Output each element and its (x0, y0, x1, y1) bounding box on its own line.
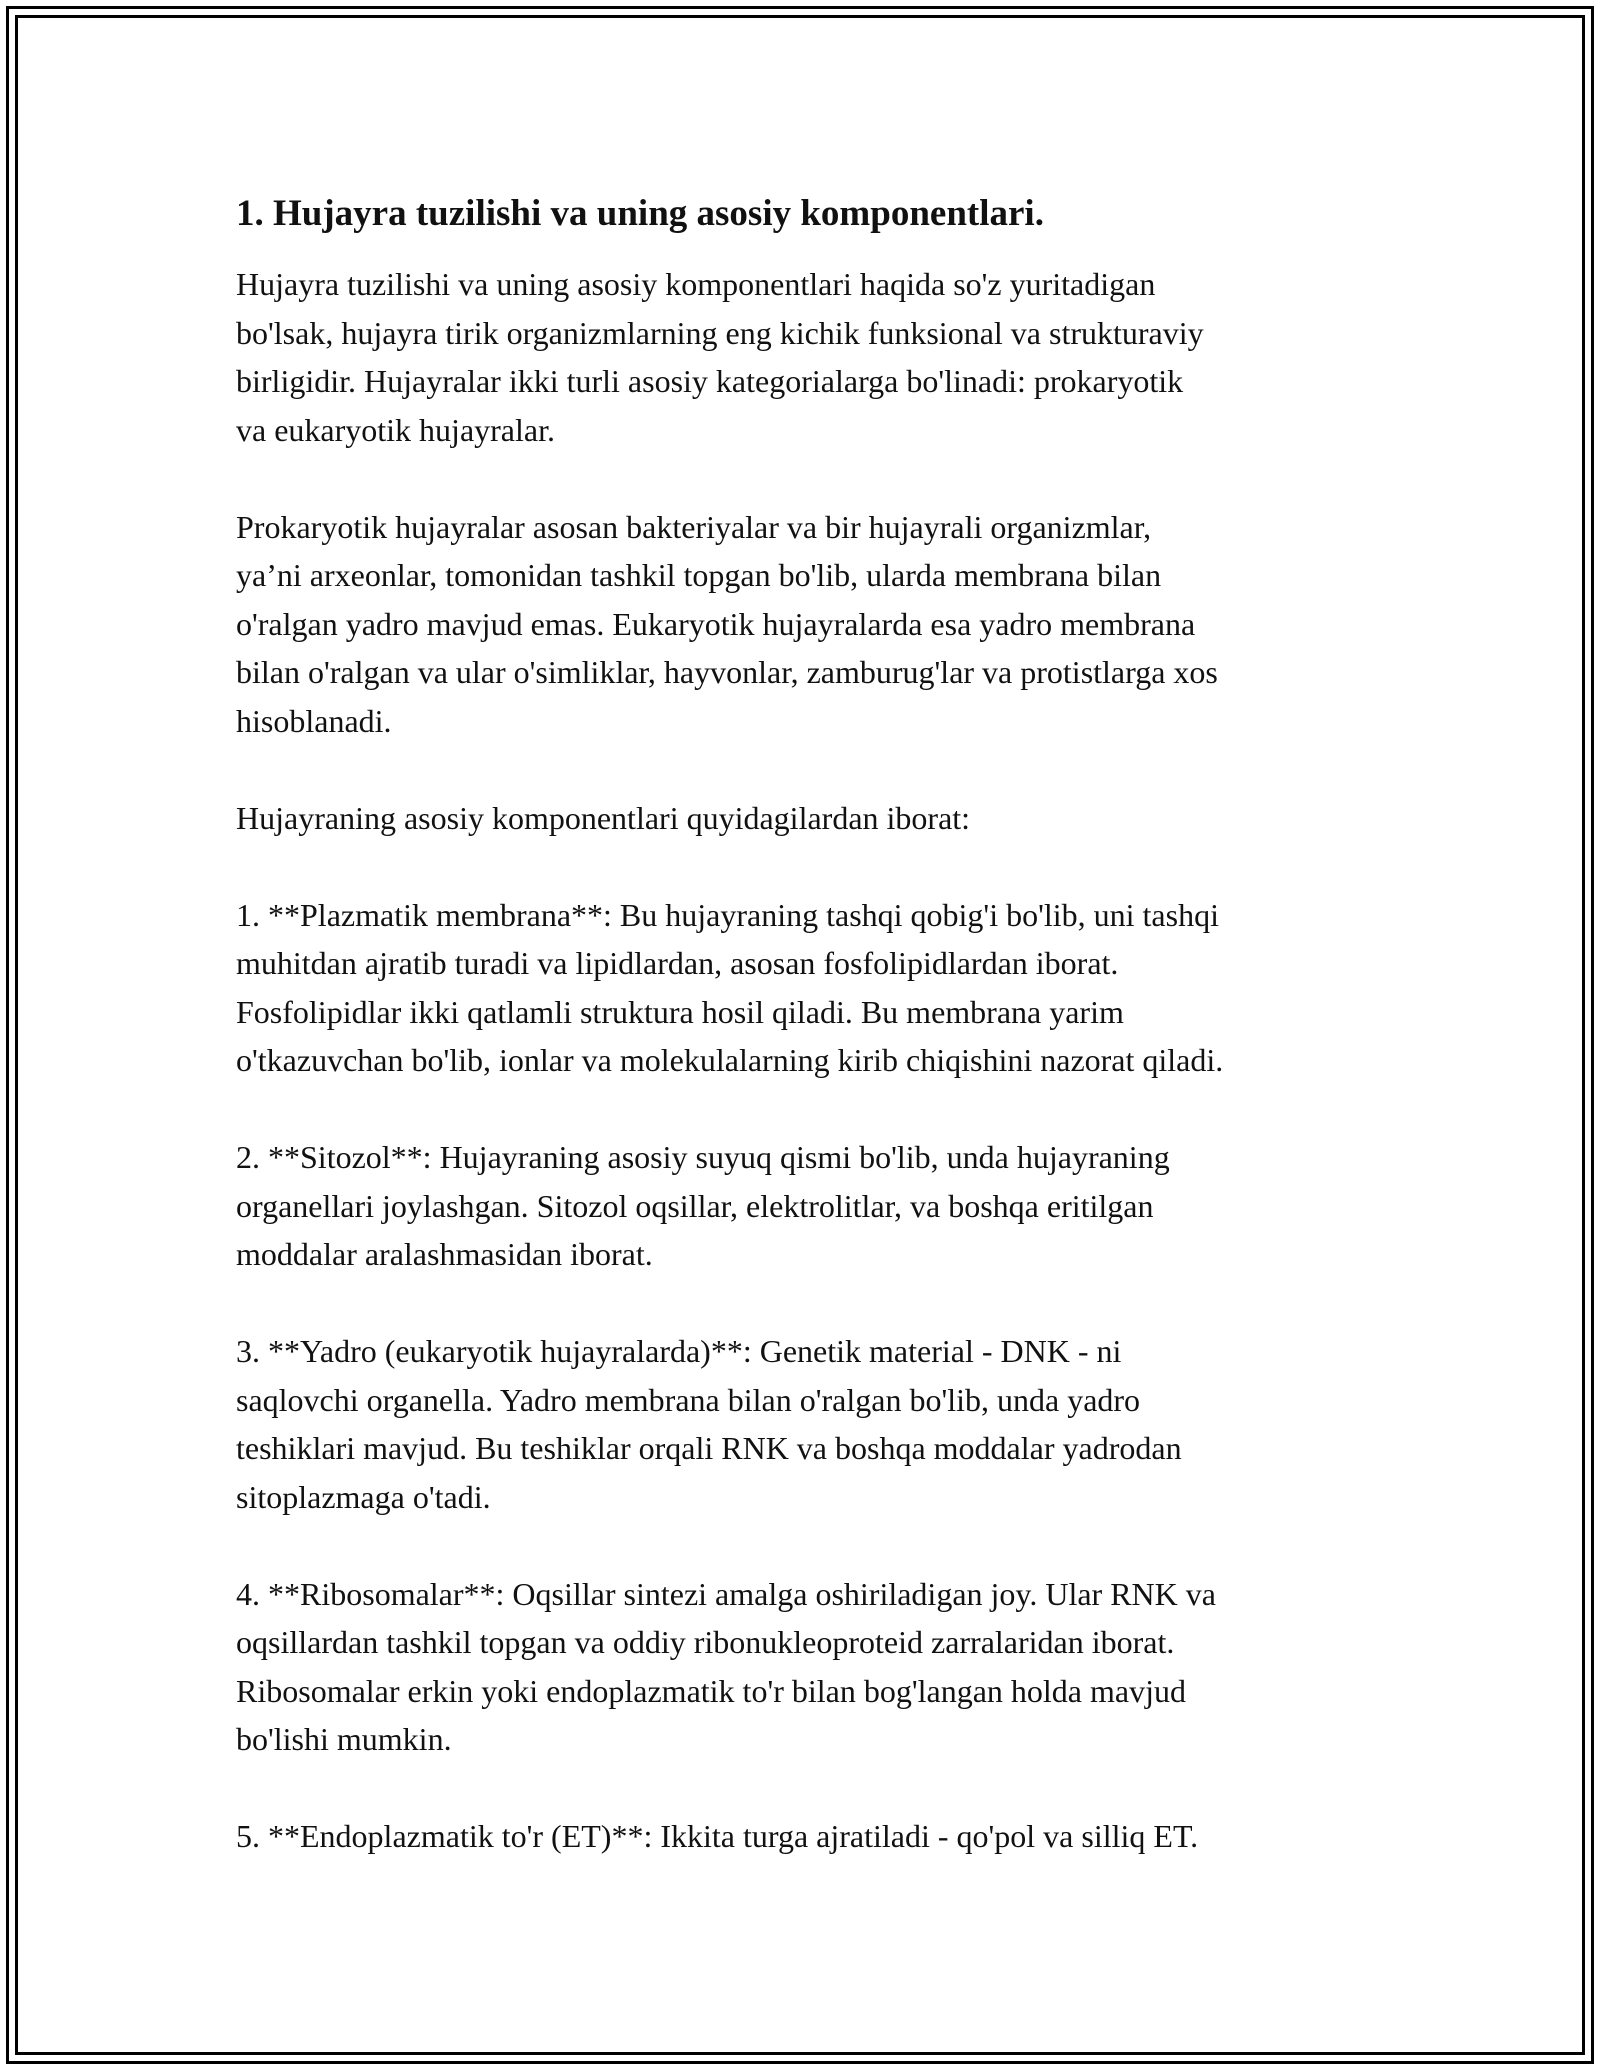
list-item-endoplasmic-reticulum: 5. **Endoplazmatik to'r (ET)**: Ikkita turga ajratiladi - qo'pol va silliq ET. (236, 1818, 1199, 1854)
document-body (236, 188, 1376, 1909)
list-item-nucleus: 3. **Yadro (eukaryotik hujayralarda)**: Genetik material - DNK - ni saqlovchi organella. Yadro membrana bilan o'ralgan bo'lib, unda yadro teshiklari mavjud. Bu teshiklar orqali RNK va boshqa moddalar yadrodan sitoplazmaga o'tadi. (236, 1333, 1182, 1515)
section-heading: 1. Hujayra tuzilishi va uning asosiy komponentlari. (236, 193, 1044, 234)
list-item-cytosol: 2. **Sitozol**: Hujayraning asosiy suyuq qismi bo'lib, unda hujayraning organellari joylashgan. Sitozol oqsillar, elektrolitlar, va boshqa eritilgan moddalar aralashmasidan iborat. (236, 1139, 1170, 1272)
paragraph-components-intro: Hujayraning asosiy komponentlari quyidagilardan iborat: (236, 799, 971, 836)
list-item-ribosomes: 4. **Ribosomalar**: Oqsillar sintezi amalga oshiriladigan joy. Ular RNK va oqsillardan tashkil topgan va oddiy ribonukleoproteid zarralaridan iborat. Ribosomalar erkin yoki endoplazmatik to'r bilan bog'langan holda mavjud bo'lishi mumkin. (236, 1575, 1216, 1757)
list-item-plasma-membrane: 1. **Plazmatik membrana**: Bu hujayraning tashqi qobig'i bo'lib, uni tashqi muhitdan ajratib turadi va lipidlardan, asosan fosfolipidlardan iborat. Fosfolipidlar ikki qatlamli struktura hosil qiladi. Bu membrana yarim o'tkazuvchan bo'lib, ionlar va molekulalarning kirib chiqishini nazorat qiladi. (236, 896, 1224, 1078)
paragraph-intro: Hujayra tuzilishi va uning asosiy komponentlari haqida so'z yuritadigan bo'lsak, hujayra tirik organizmlarning eng kichik funksional va strukturaviy birligidir. Hujayralar ikki turli asosiy kategorialarga bo'linadi: prokaryotik va eukaryotik hujayralar. (236, 266, 1204, 448)
paragraph-prokaryotic: Prokaryotik hujayralar asosan bakteriyalar va bir hujayrali organizmlar, ya’ni arxeonlar, tomonidan tashkil topgan bo'lib, ularda membrana bilan o'ralgan yadro mavjud emas. Eukaryotik hujayralarda esa yadro membrana bilan o'ralgan va ular o'simliklar, hayvonlar, zamburug'lar va protistlarga xos hisoblanadi. (236, 508, 1218, 739)
